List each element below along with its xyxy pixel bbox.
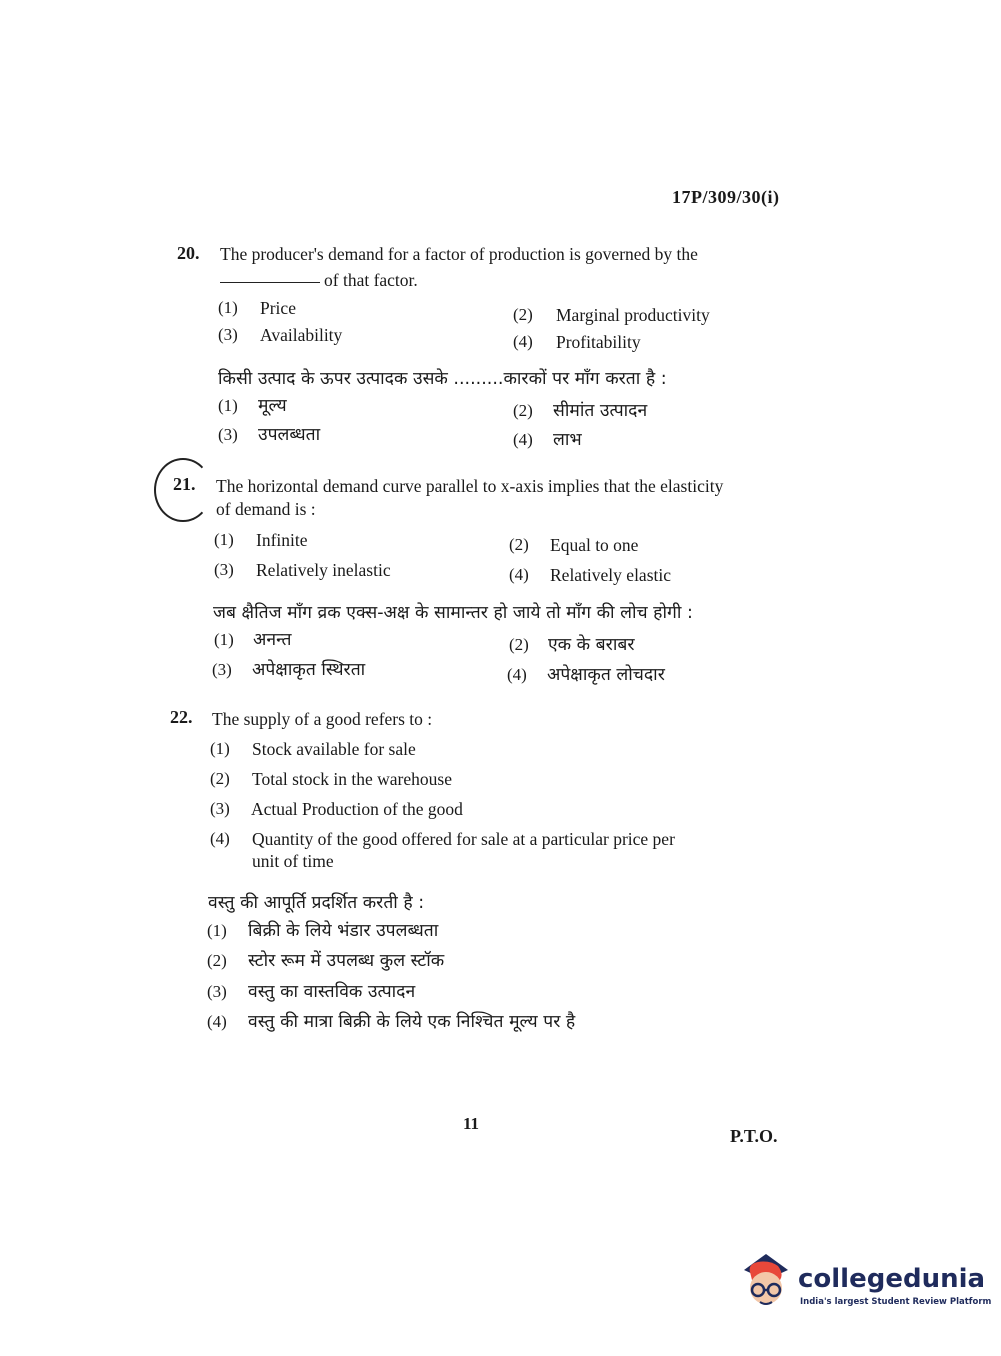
option-text-hindi: वस्तु की मात्रा बिक्री के लिये एक निश्चित मूल्य पर है (248, 1012, 576, 1032)
option-number: (3) (218, 325, 238, 344)
option-text-hindi: अपेक्षाकृत स्थिरता (252, 660, 366, 680)
option-text-hindi: स्टोर रूम में उपलब्ध कुल स्टॉक (248, 951, 445, 971)
option-text: Stock available for sale (252, 739, 416, 759)
option-text-hindi: मूल्य (258, 396, 287, 416)
option-number: (2) (513, 401, 533, 420)
question-stem-line2: of demand is : (216, 499, 316, 519)
question-number: 21. (173, 474, 196, 494)
option-number: (2) (513, 305, 533, 324)
option-number: (4) (207, 1012, 227, 1031)
option-number: (1) (210, 739, 230, 758)
question-stem-hindi: वस्तु की आपूर्ति प्रदर्शित करती है : (208, 893, 425, 913)
option-text: Equal to one (550, 535, 639, 555)
option-number: (2) (509, 635, 529, 654)
option-number: (3) (207, 982, 227, 1001)
student-mascot-icon (740, 1250, 802, 1314)
option-text-hindi: अपेक्षाकृत लोचदार (547, 665, 665, 685)
option-text-hindi: सीमांत उत्पादन (553, 401, 648, 421)
option-number: (4) (210, 829, 230, 848)
question-stem-line2: of that factor. (220, 270, 418, 291)
pto-label: P.T.O. (730, 1126, 778, 1146)
question-stem-hindi: जब क्षैतिज माँग व्रक एक्स-अक्ष के सामान्तर हो जाये तो माँग की लोच होगी : (213, 603, 693, 623)
option-text: Marginal productivity (556, 305, 710, 325)
option-text: Quantity of the good offered for sale at a particular price per (252, 829, 675, 849)
option-text-hindi: बिक्री के लिये भंडार उपलब्धता (248, 921, 439, 941)
option-text-hindi: वस्तु का वास्तविक उत्पादन (248, 982, 416, 1002)
question-stem: The horizontal demand curve parallel to x-axis implies that the elasticity (216, 476, 724, 496)
option-number: (1) (218, 396, 238, 415)
option-number: (2) (210, 769, 230, 788)
option-number: (1) (214, 530, 234, 549)
question-number: 22. (170, 707, 193, 727)
option-number: (4) (507, 665, 527, 684)
option-number: (3) (210, 799, 230, 818)
paper-code: 17P/309/30(i) (672, 187, 780, 207)
option-number: (4) (513, 430, 533, 449)
option-text-hindi: अनन्त (253, 630, 292, 650)
fill-blank (220, 282, 320, 283)
option-number: (4) (513, 332, 533, 351)
option-number: (3) (212, 660, 232, 679)
option-text-hindi: एक के बराबर (548, 635, 635, 655)
option-number: (2) (207, 951, 227, 970)
option-text: Price (260, 298, 296, 318)
question-stem: The supply of a good refers to : (212, 709, 433, 729)
collegedunia-logo (740, 1250, 992, 1320)
option-text-hindi: उपलब्धता (258, 425, 321, 445)
brand-name: collegedunia (798, 1264, 986, 1294)
option-number: (1) (214, 630, 234, 649)
option-text: Relatively elastic (550, 565, 671, 585)
option-text: Infinite (256, 530, 308, 550)
option-text-hindi: लाभ (553, 430, 582, 450)
option-text: Availability (260, 325, 343, 345)
option-text: Actual Production of the good (251, 799, 463, 819)
question-number: 20. (177, 243, 200, 263)
page-number: 11 (463, 1114, 480, 1133)
option-text-line2: unit of time (252, 851, 334, 871)
option-number: (3) (218, 425, 238, 444)
option-text: Relatively inelastic (256, 560, 391, 580)
option-number: (4) (509, 565, 529, 584)
brand-tagline: India's largest Student Review Platform (800, 1297, 992, 1307)
option-number: (1) (218, 298, 238, 317)
option-text: Profitability (556, 332, 641, 352)
option-text: Total stock in the warehouse (252, 769, 452, 789)
option-number: (3) (214, 560, 234, 579)
question-stem-hindi: किसी उत्पाद के ऊपर उत्पादक उसके .........कारकों पर माँग करता है : (218, 369, 667, 389)
option-number: (2) (509, 535, 529, 554)
question-stem: The producer's demand for a factor of production is governed by the (220, 244, 698, 264)
option-number: (1) (207, 921, 227, 940)
